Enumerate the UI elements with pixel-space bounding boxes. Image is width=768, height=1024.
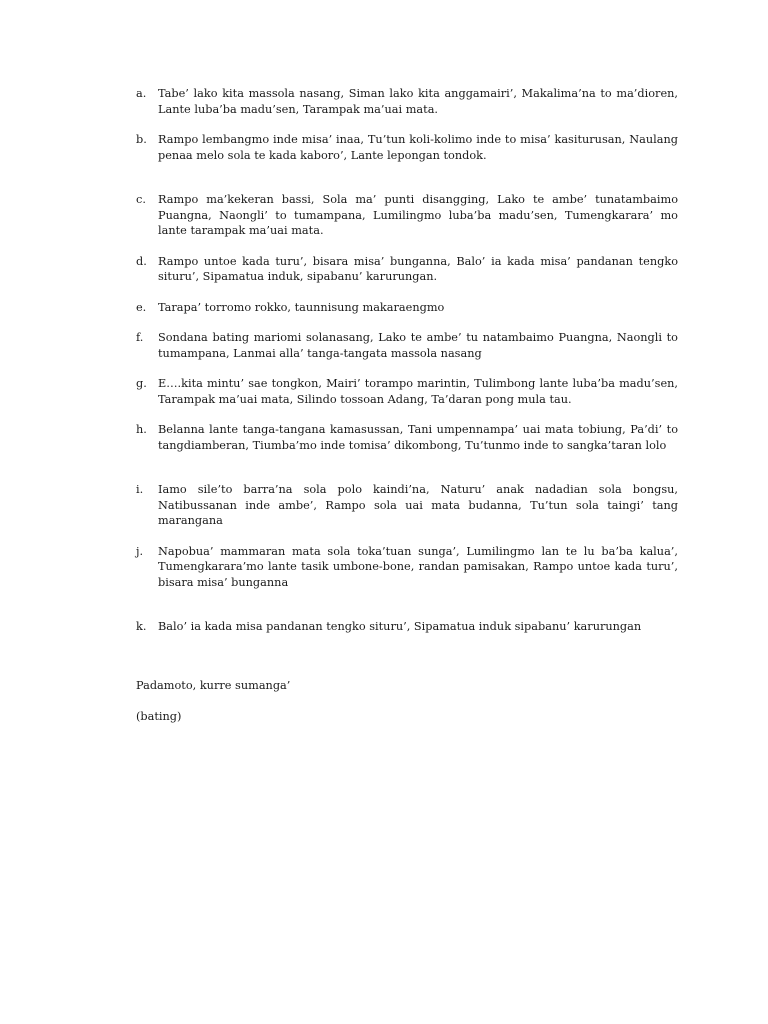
- verse-text: Balo’ ia kada misa pandanan tengko situru’, Sipamatua induk sipabanu’ karurungan: [158, 620, 642, 633]
- verse-text: Tarapa’ torromo rokko, taunnisung makaraengmo: [158, 300, 445, 314]
- verse-item-a: [136, 86, 678, 117]
- list-marker: j.: [136, 544, 144, 558]
- list-marker: g.: [136, 377, 147, 390]
- verse-text: Rampo ma’kekeran bassi, Sola ma’ punti disangging, Lako te ambe’ tunatambaimo Puangna, Naongli’ to tumampana, Lumilingmo luba’ba madu’sen, Tumengkarara’ mo lante tarampak ma’uai mata.: [158, 193, 678, 237]
- verse-item-i: [136, 482, 678, 529]
- closing-note: (bating): [136, 710, 182, 723]
- verse-text: Iamo sile’to barra’na sola polo kaindi’na, Naturu’ anak nadadian sola bongsu, Natibussanan inde ambe’, Rampo sola uai mata budanna, Tu’tun sola taingi’ tang marangana: [158, 483, 678, 527]
- verse-text: Rampo untoe kada turu’, bisara misa’ bunganna, Balo’ ia kada misa’ pandanan tengko situru’, Sipamatua induk, sipabanu’ karurungan.: [158, 254, 678, 283]
- verse-list: [136, 86, 678, 650]
- list-marker: f.: [136, 331, 144, 344]
- verse-item-f: [136, 330, 678, 361]
- verse-item-e: [136, 300, 678, 316]
- verse-item-j: [136, 544, 678, 591]
- verse-item-g: [136, 376, 678, 407]
- list-marker: h.: [136, 423, 147, 436]
- list-marker: k.: [136, 620, 147, 633]
- list-marker: i.: [136, 483, 144, 496]
- verse-item-d: [136, 254, 678, 285]
- verse-text: Belanna lante tanga-tangana kamasussan, Tani umpennampa’ uai mata tobiung, Pa’di’ to tangdiamberan, Tiumba’mo inde tomisa’ dikombong, Tu’tunmo inde to sangka’taran lolo: [158, 423, 678, 452]
- verse-text: E….kita mintu’ sae tongkon, Mairi’ torampo marintin, Tulimbong lante luba’ba madu’sen, Tarampak ma’uai mata, Silindo tossoan Adang, Ta’daran pong mula tau.: [158, 377, 678, 406]
- verse-item-b: [136, 132, 678, 163]
- verse-text: Rampo lembangmo inde misa’ inaa, Tu’tun koli-kolimo inde to misa’ kasiturusan, Naulang penaa melo sola te kada kaboro’, Lante lepongan tondok.: [158, 133, 678, 162]
- list-marker: e.: [136, 300, 147, 314]
- list-marker: b.: [136, 133, 147, 146]
- closing-line: Padamoto, kurre sumanga’: [136, 679, 291, 692]
- verse-text: Tabe’ lako kita massola nasang, Siman lako kita anggamairi’, Makalima’na to ma’dioren, Lante luba’ba madu’sen, Tarampak ma’uai mata.: [158, 87, 678, 116]
- verse-item-c: [136, 192, 678, 239]
- list-marker: c.: [136, 193, 146, 206]
- verse-text: Sondana bating mariomi solanasang, Lako te ambe’ tu natambaimo Puangna, Naongli to tumampana, Lanmai alla’ tanga-tangata massola nasang: [158, 331, 678, 360]
- verse-text: Napobua’ mammaran mata sola toka’tuan sunga’, Lumilingmo lan te lu ba’ba kalua’, Tumengkarara’mo lante tasik umbone-bone, randan pamisakan, Rampo untoe kada turu’, bisara misa’ bunganna: [158, 544, 678, 589]
- list-marker: a.: [136, 87, 147, 100]
- verse-item-h: [136, 422, 678, 453]
- verse-item-k: [136, 619, 678, 635]
- list-marker: d.: [136, 254, 147, 268]
